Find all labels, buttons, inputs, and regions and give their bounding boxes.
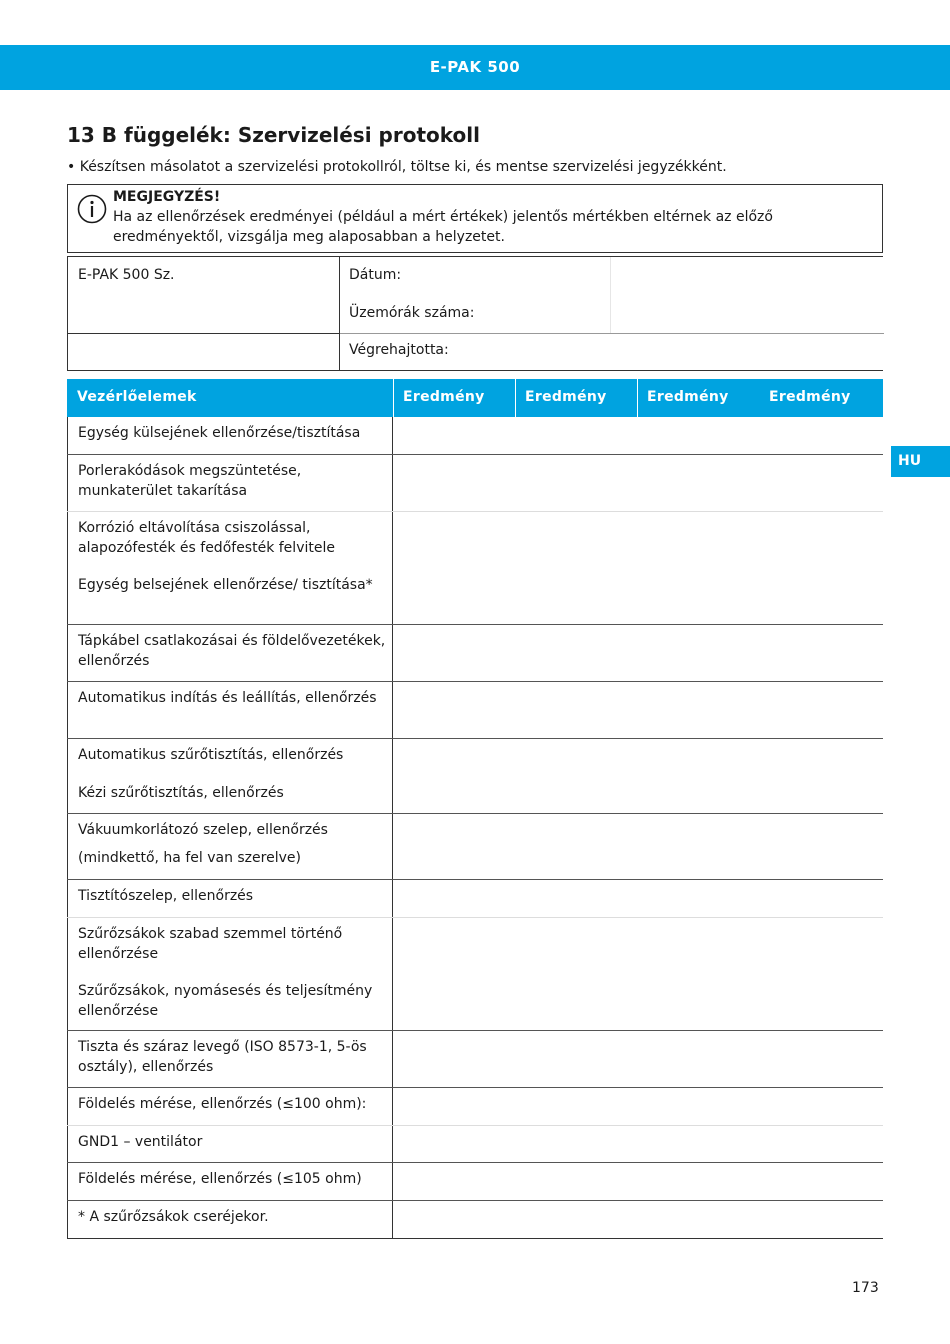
- header-cell: Eredmény: [403, 389, 485, 405]
- table-row: [67, 1201, 883, 1239]
- row-label: Tisztítószelep, ellenőrzés: [78, 888, 254, 904]
- row-label: Automatikus indítás és leállítás, ellenőrzés: [78, 690, 377, 706]
- row-label-cell: [67, 880, 393, 917]
- row-label-cell: [67, 739, 393, 813]
- table-row: [67, 455, 883, 512]
- note-text: Ha az ellenőrzések eredményei (például a mért értékek) jelentős mértékben eltérnek az előző eredményektől, vizsgálja meg alaposabban a helyzetet.: [113, 209, 773, 245]
- row-label: * A szűrőzsákok cseréjekor.: [78, 1209, 269, 1225]
- row-label-cell: [67, 918, 393, 1030]
- page-number: 173: [852, 1280, 879, 1296]
- row-label: Szűrőzsákok, nyomásesés és teljesítmény ellenőrzése: [78, 983, 373, 1019]
- header-cell: Eredmény: [769, 389, 851, 405]
- table-row: [67, 739, 883, 814]
- info-icon: [77, 194, 107, 224]
- row-label-cell: [67, 1201, 393, 1238]
- table-row: [67, 625, 883, 682]
- row-label-cell: [67, 455, 393, 511]
- header-cell: Vezérlőelemek: [77, 389, 197, 405]
- row-label-cell: [67, 512, 393, 624]
- row-label: GND1 – ventilátor: [78, 1134, 203, 1150]
- note-box: [67, 184, 883, 253]
- row-label: Vákuumkorlátozó szelep, ellenőrzés: [78, 822, 328, 838]
- header-cell: Eredmény: [647, 389, 729, 405]
- row-label-cell: [67, 1163, 393, 1200]
- row-label: Földelés mérése, ellenőrzés (≤105 ohm): [78, 1171, 362, 1187]
- info-table: [67, 256, 883, 371]
- table-row: [67, 918, 883, 1031]
- hours-label: Üzemórák száma:: [349, 305, 475, 321]
- row-label-cell: [67, 417, 393, 454]
- page-title: 13 B függelék: Szervizelési protokoll: [67, 123, 480, 147]
- instruction-bullet: • Készítsen másolatot a szervizelési protokollról, töltse ki, és mentse szervizelési jegyzékként.: [67, 159, 727, 175]
- row-label: Egység külsejének ellenőrzése/tisztítása: [78, 425, 361, 441]
- info-divider-right: [340, 333, 884, 334]
- table-row: [67, 682, 883, 739]
- table-header: [67, 379, 883, 417]
- table-row: [67, 814, 883, 880]
- table-row: [67, 1088, 883, 1126]
- serial-label: E-PAK 500 Sz.: [78, 267, 175, 283]
- row-label: Kézi szűrőtisztítás, ellenőrzés: [78, 785, 284, 801]
- row-label: Szűrőzsákok szabad szemmel történő ellenőrzése: [78, 926, 343, 962]
- note-title: MEGJEGYZÉS!: [113, 189, 221, 205]
- table-row: [67, 1031, 883, 1088]
- info-divider-vertical: [610, 257, 611, 333]
- row-label: Porlerakódások megszüntetése, munkaterület takarítása: [78, 463, 302, 499]
- table-row: [67, 1163, 883, 1201]
- service-table: [67, 379, 883, 1239]
- table-row: [67, 512, 883, 625]
- row-label: Automatikus szűrőtisztítás, ellenőrzés: [78, 747, 344, 763]
- row-label-cell: [67, 1126, 393, 1162]
- row-label-cell: [67, 625, 393, 681]
- row-label: Tiszta és száraz levegő (ISO 8573-1, 5-ös osztály), ellenőrzés: [78, 1039, 367, 1075]
- header-title: E-PAK 500: [429, 58, 521, 76]
- table-row: [67, 880, 883, 918]
- row-label: Korrózió eltávolítása csiszolással, alapozófesték és fedőfesték felvitele: [78, 520, 335, 556]
- info-divider-left: [68, 333, 340, 334]
- row-label-cell: [67, 1088, 393, 1125]
- header-cell: Eredmény: [525, 389, 607, 405]
- table-row: [67, 1126, 883, 1163]
- row-label-cell: [67, 682, 393, 738]
- row-label: (mindkettő, ha fel van szerelve): [78, 850, 301, 866]
- language-tab: HU: [891, 446, 950, 477]
- row-label-cell: [67, 1031, 393, 1087]
- row-label: Egység belsejének ellenőrzése/ tisztítása*: [78, 577, 373, 593]
- performed-by-label: Végrehajtotta:: [349, 342, 449, 358]
- date-label: Dátum:: [349, 267, 402, 283]
- row-label-cell: [67, 814, 393, 879]
- header-bar: [0, 45, 950, 90]
- table-row: [67, 417, 883, 455]
- row-label: Földelés mérése, ellenőrzés (≤100 ohm):: [78, 1096, 367, 1112]
- row-label: Tápkábel csatlakozásai és földelővezetékek, ellenőrzés: [78, 633, 386, 669]
